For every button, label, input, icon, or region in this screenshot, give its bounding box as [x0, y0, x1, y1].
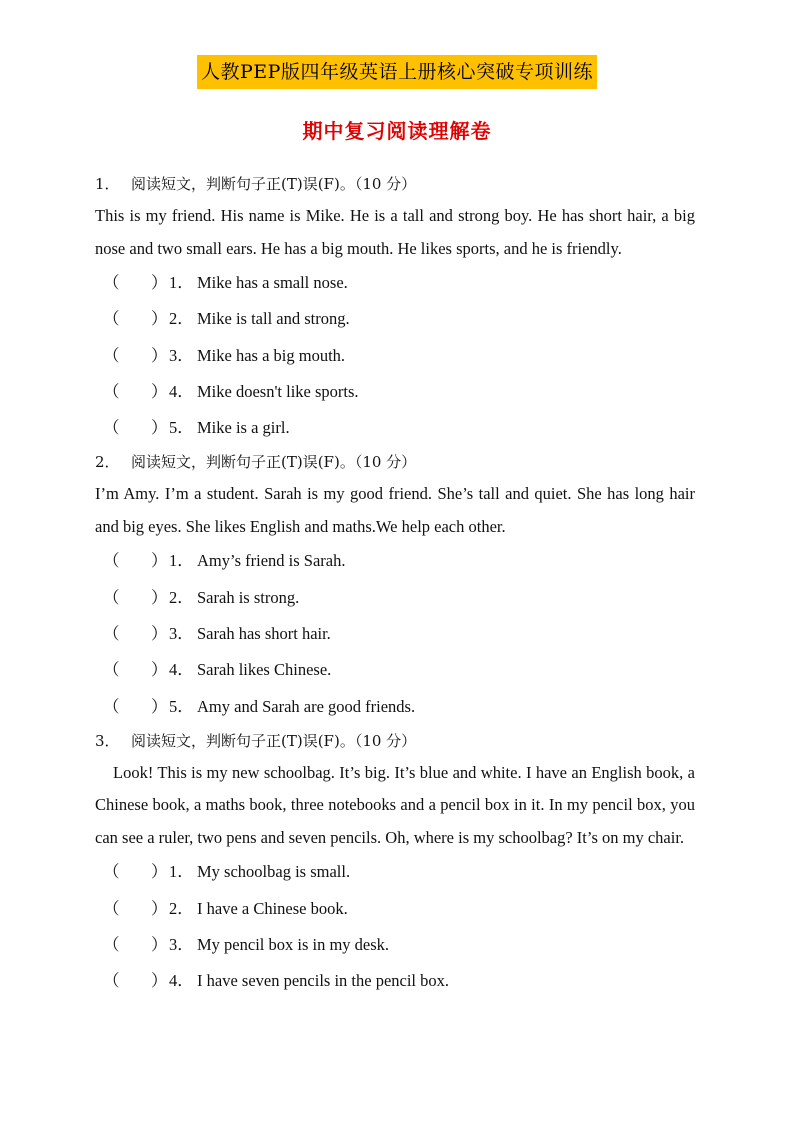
answer-blank-close: ）	[151, 696, 168, 716]
question-item	[95, 963, 695, 999]
question-text: Mike is a girl.	[197, 418, 290, 438]
answer-blank-close: ）	[151, 418, 168, 438]
question-text: Sarah has short hair.	[197, 624, 331, 644]
question-number: 4．	[169, 381, 194, 401]
section-number: 2．	[95, 453, 120, 472]
section-instruction	[95, 168, 695, 200]
question-item	[95, 652, 695, 688]
header	[0, 55, 794, 89]
reading-passage: I’m Amy. I’m a student. Sarah is my good friend. She’s tall and quiet. She has long hair and big eyes. She likes English and maths.We help each other.	[95, 484, 695, 536]
answer-blank-close: ）	[151, 309, 168, 329]
question-text: Mike is tall and strong.	[197, 309, 350, 329]
answer-blank-close: ）	[151, 862, 168, 882]
question-number: 1．	[169, 551, 194, 571]
answer-blank-open: （	[103, 696, 120, 716]
section-1	[95, 168, 695, 446]
question-item	[95, 854, 695, 890]
question-item	[95, 580, 695, 616]
question-text: I have seven pencils in the pencil box.	[197, 971, 450, 991]
question-text: Sarah is strong.	[197, 587, 300, 607]
exercise-content	[95, 168, 695, 1000]
question-item	[95, 689, 695, 725]
question-item	[95, 265, 695, 301]
question-text: My schoolbag is small.	[197, 862, 351, 882]
question-text: Sarah likes Chinese.	[197, 660, 332, 680]
question-number: 4．	[169, 660, 194, 680]
answer-blank-open: （	[103, 935, 120, 955]
answer-blank-open: （	[103, 624, 120, 644]
answer-blank-open: （	[103, 273, 120, 292]
document-title: 人教PEP版四年级英语上册核心突破专项训练	[197, 55, 597, 89]
answer-blank-open: （	[103, 898, 120, 918]
question-text: Mike has a big mouth.	[197, 345, 346, 365]
answer-blank-open: （	[103, 660, 120, 680]
question-item	[95, 927, 695, 963]
question-number: 2．	[169, 898, 194, 918]
question-item	[95, 891, 695, 927]
question-text: Amy’s friend is Sarah.	[197, 551, 346, 571]
question-number: 2．	[169, 309, 194, 329]
answer-blank-open: （	[103, 971, 120, 991]
question-number: 1．	[169, 273, 194, 292]
question-text: Mike has a small nose.	[197, 273, 348, 292]
reading-passage: Look! This is my new schoolbag. It’s big. It’s blue and white. I have an English book, a Chinese book, a maths book, three notebooks and a pencil box in it. In my pencil box, you can see a ruler, two pens and seven pencils. Oh, where is my schoolbag? It’s on my chair.	[95, 762, 695, 847]
answer-blank-close: ）	[151, 381, 168, 401]
reading-passage: This is my friend. His name is Mike. He is a tall and strong boy. He has short hair, a big nose and two small ears. He has a big mouth. He likes sports, and he is friendly.	[95, 206, 695, 258]
answer-blank-open: （	[103, 309, 120, 329]
section-3	[95, 725, 695, 1000]
question-number: 5．	[169, 418, 194, 438]
question-number: 3．	[169, 345, 194, 365]
answer-blank-open: （	[103, 862, 120, 882]
answer-blank-close: ）	[151, 660, 168, 680]
question-number: 5．	[169, 696, 194, 716]
section-2	[95, 446, 695, 724]
question-text: Mike doesn't like sports.	[197, 381, 359, 401]
question-text: Amy and Sarah are good friends.	[197, 696, 416, 716]
answer-blank-open: （	[103, 381, 120, 401]
instruction-text: 阅读短文，判断句子正(T)误(F)。（10 分）	[131, 453, 417, 472]
document-subtitle: 期中复习阅读理解卷	[302, 119, 492, 143]
answer-blank-close: ）	[151, 624, 168, 644]
section-number: 1．	[95, 175, 120, 193]
question-text: My pencil box is in my desk.	[197, 935, 390, 955]
question-item	[95, 543, 695, 579]
question-text: I have a Chinese book.	[197, 898, 348, 918]
answer-blank-open: （	[103, 587, 120, 607]
question-number: 1．	[169, 862, 194, 882]
answer-blank-close: ）	[151, 971, 168, 991]
answer-blank-close: ）	[151, 273, 168, 292]
question-item	[95, 338, 695, 374]
question-number: 4．	[169, 971, 194, 991]
instruction-text: 阅读短文，判断句子正(T)误(F)。（10 分）	[131, 731, 417, 750]
question-item	[95, 301, 695, 337]
question-item	[95, 616, 695, 652]
answer-blank-close: ）	[151, 935, 168, 955]
answer-blank-close: ）	[151, 898, 168, 918]
question-item	[95, 374, 695, 410]
answer-blank-close: ）	[151, 587, 168, 607]
answer-blank-open: （	[103, 418, 120, 438]
question-item	[95, 410, 695, 446]
answer-blank-open: （	[103, 345, 120, 365]
answer-blank-close: ）	[151, 551, 168, 571]
section-instruction	[95, 725, 695, 757]
section-number: 3．	[95, 731, 120, 750]
question-number: 2．	[169, 587, 194, 607]
section-instruction	[95, 446, 695, 478]
answer-blank-close: ）	[151, 345, 168, 365]
instruction-text: 阅读短文，判断句子正(T)误(F)。（10 分）	[131, 175, 417, 193]
question-number: 3．	[169, 935, 194, 955]
question-number: 3．	[169, 624, 194, 644]
answer-blank-open: （	[103, 551, 120, 571]
